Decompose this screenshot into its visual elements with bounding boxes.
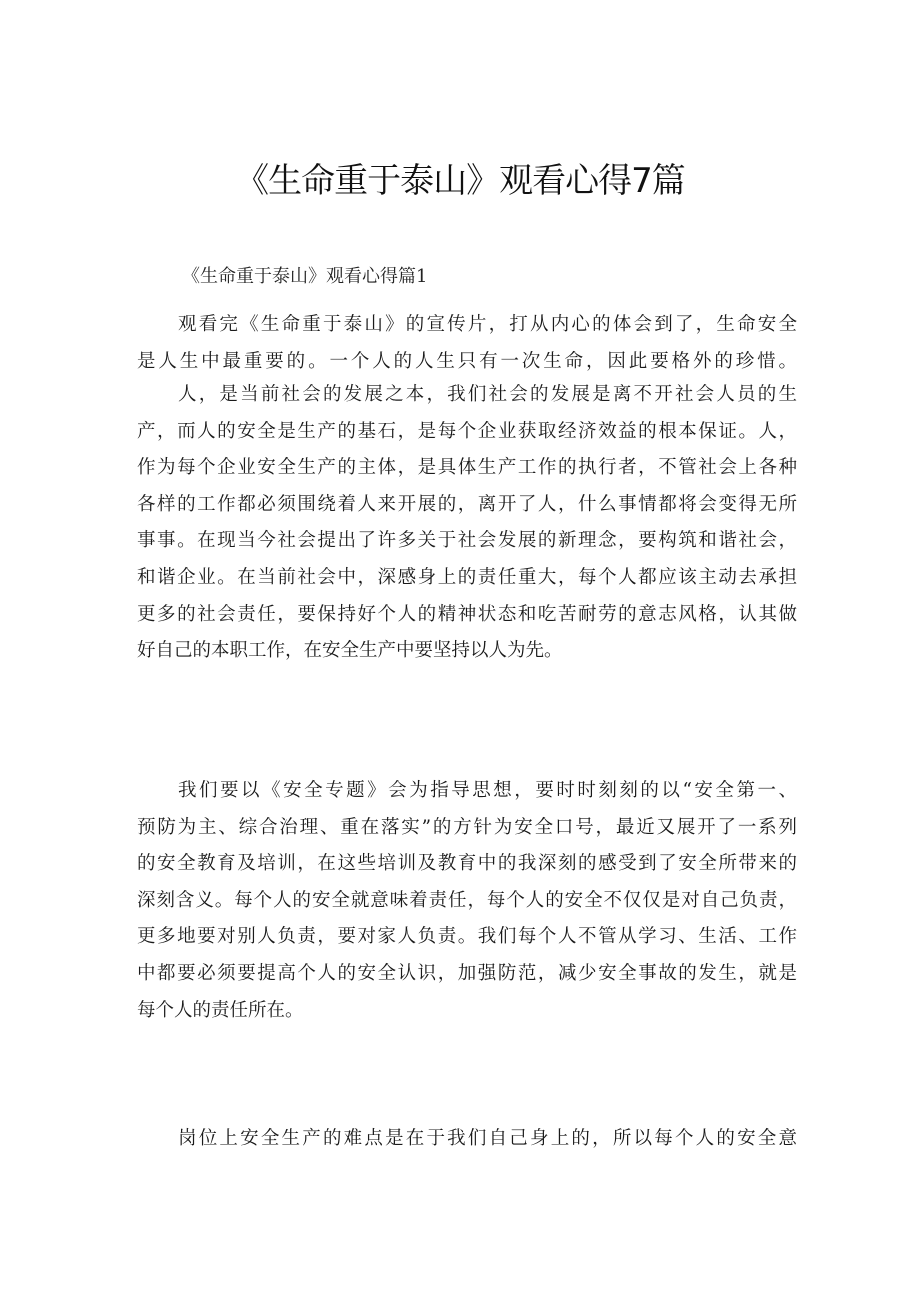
paragraph-line: 中都要必须要提高个人的安全认识，加强防范，减少安全事故的发生，就是 xyxy=(137,962,797,984)
paragraph-line: 各样的工作都必须围绕着人来开展的，离开了人，什么事情都将会变得无所 xyxy=(137,493,797,515)
paragraph-line: 产，而人的安全是生产的基石，是每个企业获取经济效益的根本保证。人， xyxy=(137,420,797,442)
paragraph-line: 我们要以《安全专题》会为指导思想，要时时刻刻的以“安全第一、 xyxy=(178,780,797,801)
paragraph-3 xyxy=(137,773,797,1029)
document-title: 《生命重于泰山》观看心得7篇 xyxy=(235,161,685,201)
paragraph-line: 和谐企业。在当前社会中，深感身上的责任重大，每个人都应该主动去承担 xyxy=(137,566,797,588)
paragraph-line: 更多的社会责任，要保持好个人的精神状态和吃苦耐劳的意志风格，认其做 xyxy=(137,603,797,625)
paragraph-line: 是人生中最重要的。一个人的人生只有一次生命，因此要格外的珍惜。 xyxy=(137,350,797,372)
paragraph-4 xyxy=(137,1121,797,1158)
paragraph-line: 观看完《生命重于泰山》的宣传片，打从内心的体会到了，生命安全 xyxy=(178,314,797,335)
paragraph-line: 事事。在现当今社会提出了许多关于社会发展的新理念，要构筑和谐社会， xyxy=(137,530,797,552)
paragraph-line: 好自己的本职工作，在安全生产中要坚持以人为先。 xyxy=(137,640,563,662)
paragraph-2 xyxy=(137,377,797,670)
section-heading: 《生命重于泰山》观看心得篇1 xyxy=(182,266,428,287)
paragraph-line: 每个人的责任所在。 xyxy=(137,999,304,1021)
paragraph-line: 深刻含义。每个人的安全就意味着责任，每个人的安全不仅仅是对自己负责， xyxy=(137,889,797,911)
paragraph-line: 人，是当前社会的发展之本，我们社会的发展是离不开社会人员的生 xyxy=(178,384,797,405)
paragraph-line: 的安全教育及培训，在这些培训及教育中的我深刻的感受到了安全所带来的 xyxy=(137,853,797,875)
paragraph-line: 预防为主、综合治理、重在落实”的方针为安全口号，最近又展开了一系列 xyxy=(137,816,797,838)
paragraph-line: 作为每个企业安全生产的主体，是具体生产工作的执行者，不管社会上各种 xyxy=(137,457,797,479)
paragraph-1 xyxy=(137,307,797,380)
paragraph-line: 岗位上安全生产的难点是在于我们自己身上的，所以每个人的安全意 xyxy=(178,1128,797,1149)
paragraph-line: 更多地要对别人负责，要对家人负责。我们每个人不管从学习、生活、工作 xyxy=(137,926,797,948)
